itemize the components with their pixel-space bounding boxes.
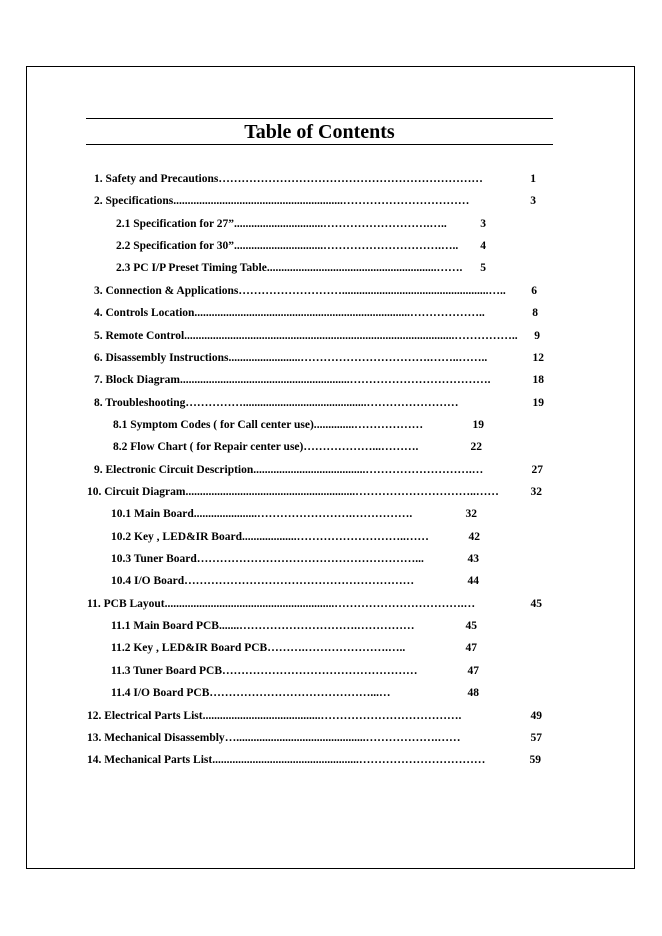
toc-page-number: 18: [532, 374, 544, 386]
toc-leader: .............………………: [316, 419, 424, 431]
toc-entry[interactable]: [116, 217, 486, 231]
toc-entry-title: 8.1 Symptom Codes ( for Call center use).: [113, 419, 317, 431]
toc-entry[interactable]: [94, 351, 544, 365]
toc-entry[interactable]: [94, 284, 537, 298]
toc-entry[interactable]: [113, 440, 482, 454]
toc-page-number: 49: [530, 710, 542, 722]
toc-page-number: 4: [480, 240, 486, 252]
toc-entry-title: 14. Mechanical Parts List: [87, 754, 213, 766]
toc-page-number: 19: [532, 397, 544, 409]
toc-leader: ...........................................................…….: [266, 262, 463, 274]
toc-entry[interactable]: [111, 552, 479, 566]
toc-page-number: 48: [467, 687, 479, 699]
toc-entry[interactable]: [94, 306, 538, 320]
toc-leader: ……………………………………………………: [184, 575, 415, 587]
toc-page-number: 9: [534, 330, 540, 342]
toc-page-number: 1: [530, 173, 536, 185]
toc-page-number: 43: [467, 553, 479, 565]
toc-page-number: 5: [480, 262, 486, 274]
toc-entry[interactable]: [94, 172, 536, 186]
toc-entry[interactable]: [116, 239, 486, 253]
toc-page-number: 6: [531, 285, 537, 297]
toc-entry-title: 12. Electrical Parts List: [87, 710, 203, 722]
toc-entry-title: 6. Disassembly Instructions: [94, 352, 229, 364]
toc-entry-title: 2. Specifications: [94, 195, 174, 207]
toc-entry[interactable]: [111, 530, 480, 544]
toc-page-number: 3: [480, 218, 486, 230]
toc-leader: ………………………...................................................…..: [238, 285, 506, 297]
toc-entry[interactable]: [111, 574, 479, 588]
title-bottom-rule: [86, 144, 553, 145]
toc-entry-title: 5. Remote Control: [94, 330, 185, 342]
toc-leader: .........................................……………………………….: [202, 710, 462, 722]
toc-page-number: 12: [532, 352, 544, 364]
toc-entry[interactable]: [111, 686, 479, 700]
title-top-rule: [86, 118, 553, 119]
toc-page-number: 22: [470, 441, 482, 453]
toc-leader: ……………………………………...…: [209, 687, 391, 699]
toc-page-number: 3: [530, 195, 536, 207]
toc-leader: ……………………………………………………………: [218, 173, 483, 185]
toc-entry-title: 10.4 I/O Board: [111, 575, 185, 587]
toc-leader: …………………………………………………...: [196, 553, 424, 565]
toc-leader: ...........................................................……………………………: [173, 195, 470, 207]
toc-leader: ...............................……………………….…..: [233, 218, 447, 230]
toc-page-number: 44: [467, 575, 479, 587]
toc-leader: ...............................………………………….…..: [233, 240, 459, 252]
toc-entry-title: 4. Controls Location: [94, 307, 195, 319]
toc-entry[interactable]: [94, 329, 540, 343]
toc-page-number: 45: [465, 620, 477, 632]
toc-page-number: 8: [532, 307, 538, 319]
toc-page-number: 32: [465, 508, 477, 520]
toc-leader: ...........................................................…………………………..……: [185, 486, 499, 498]
toc-page-number: 42: [468, 531, 480, 543]
toc-leader: ...........................................................................………………..: [194, 307, 485, 319]
toc-leader: ...........................................................……………………………….: [179, 374, 491, 386]
toc-leader: ..............................................................................................……………..: [184, 330, 518, 342]
toc-entry-title: 8. Troubleshooting: [94, 397, 186, 409]
toc-entry-title: 3. Connection & Applications: [94, 285, 239, 297]
toc-page-number: 27: [531, 464, 543, 476]
toc-entry[interactable]: [94, 396, 544, 410]
toc-entry-title: 2.1 Specification for 27”: [116, 218, 234, 230]
toc-entry-title: 11.4 I/O Board PCB: [111, 687, 210, 699]
toc-entry[interactable]: [94, 373, 544, 387]
toc-leader: ...........................................................…………………………….…: [164, 598, 476, 610]
toc-page-number: 47: [465, 642, 477, 654]
toc-page-number: 32: [530, 486, 542, 498]
toc-entry-title: 2.2 Specification for 30”: [116, 240, 234, 252]
page-title: Table of Contents: [244, 121, 395, 143]
toc-leader: ………………...……….: [303, 441, 419, 453]
toc-page-number: 57: [530, 732, 542, 744]
toc-entry-title: 2.3 PC I/P Preset Timing Table: [116, 262, 267, 274]
toc-entry[interactable]: [111, 641, 477, 655]
toc-page-number: 45: [530, 598, 542, 610]
toc-entry[interactable]: [94, 194, 536, 208]
toc-entry-title: 11.1 Main Board PCB: [111, 620, 219, 632]
toc-entry-title: 11. PCB Layout: [87, 598, 165, 610]
toc-entry[interactable]: [87, 709, 542, 723]
toc-entry[interactable]: [113, 418, 484, 432]
toc-entry-title: 8.2 Flow Chart ( for Repair center use): [113, 441, 304, 453]
toc-page-number: 47: [467, 665, 479, 677]
toc-leader: ...................................................……………………………: [212, 754, 486, 766]
toc-entry-title: 10.1 Main Board: [111, 508, 194, 520]
toc-page-number: 19: [472, 419, 484, 431]
toc-leader: .......................................……………………….…: [253, 464, 484, 476]
toc-leader: ...................………………………..……: [241, 531, 429, 543]
toc-entry[interactable]: [87, 597, 542, 611]
toc-leader: ……………...........................................……………………: [185, 397, 459, 409]
toc-leader: ……….………………….…..: [267, 642, 406, 654]
toc-entry[interactable]: [111, 664, 479, 678]
toc-entry-title: 10.2 Key , LED&IR Board: [111, 531, 242, 543]
toc-entry-title: 13. Mechanical Disassembly: [87, 732, 225, 744]
toc-entry[interactable]: [87, 731, 542, 745]
toc-entry[interactable]: [116, 261, 486, 275]
toc-entry-title: 11.3 Tuner Board PCB: [111, 665, 222, 677]
toc-entry-title: 10. Circuit Diagram: [87, 486, 186, 498]
toc-entry[interactable]: [111, 507, 477, 521]
toc-entry-title: 1. Safety and Precautions: [94, 173, 219, 185]
toc-leader: ….............................................……………….……: [224, 732, 461, 744]
toc-leader: ……………………………………………: [222, 665, 418, 677]
toc-entry-title: 7. Block Diagram: [94, 374, 180, 386]
toc-entry-title: 10.3 Tuner Board: [111, 553, 197, 565]
toc-page-number: 59: [529, 754, 541, 766]
toc-entry[interactable]: [94, 463, 543, 477]
toc-entry-title: 11.2 Key , LED&IR Board PCB: [111, 642, 268, 654]
toc-entry-title: 9. Electronic Circuit Description: [94, 464, 254, 476]
toc-leader: .......………………………….……………: [218, 620, 415, 632]
toc-leader: .........................…………………………….……..……..: [228, 352, 488, 364]
toc-entry[interactable]: [111, 619, 477, 633]
toc-entry[interactable]: [87, 753, 541, 767]
toc-leader: ......................…………………….…………….: [193, 508, 413, 520]
toc-entry[interactable]: [87, 485, 542, 499]
